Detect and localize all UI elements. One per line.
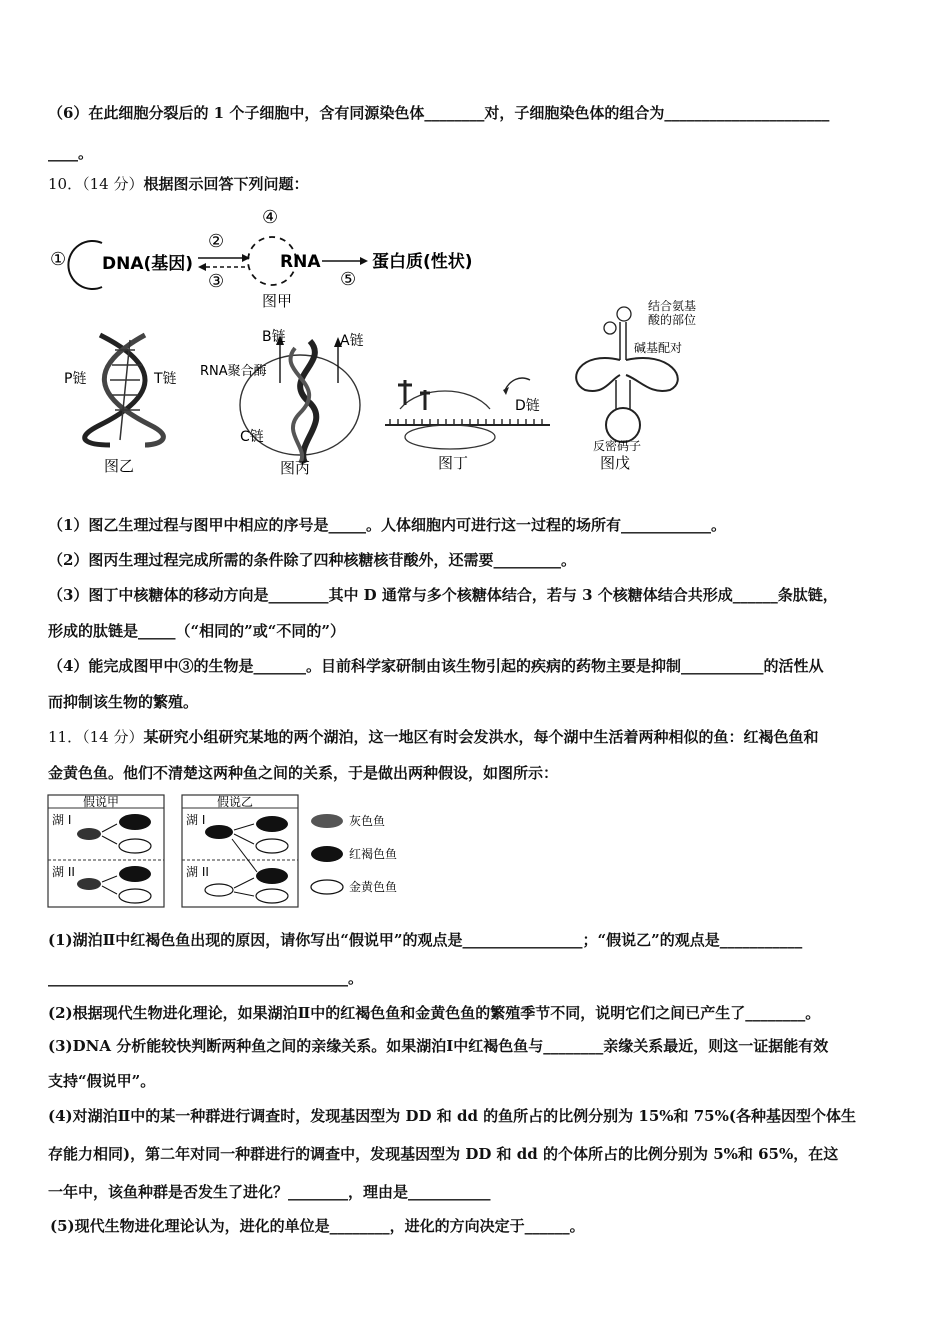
hyp-a-lake2-label: 湖 II (52, 865, 75, 879)
q10-part1: （1）图乙生理过程与图甲中相应的序号是_____。人体细胞内可进行这一过程的场所有____________。 (48, 516, 726, 534)
q9-part6-line2: ____。 (48, 144, 94, 162)
mark-2: ② (208, 231, 225, 252)
legend-red-brown-fish-icon (311, 846, 343, 862)
q9-part6-line1: （6）在此细胞分裂后的 1 个子细胞中，含有同源染色体________对，子细胞染色体的组合为______________________ (48, 104, 830, 122)
replication-loop (68, 241, 102, 289)
t-strand-label: T链 (154, 371, 177, 387)
p-strand (85, 335, 145, 445)
c-strand-label: C链 (240, 429, 264, 445)
q11-number: 11．（14 分） (48, 728, 144, 746)
q11-header (48, 727, 818, 747)
t-strand (104, 335, 163, 445)
legend-gray-fish-icon (311, 814, 343, 828)
q11-part5: (5)现代生物进化理论认为，进化的单位是________，进化的方向决定于______。 (50, 1217, 585, 1235)
anticodon-label: 反密码子 (593, 439, 642, 453)
b-strand-label: B链 (262, 329, 286, 345)
figure-yi (50, 325, 220, 475)
caption-ding: 图丁 (438, 454, 469, 472)
hyp-a-lake1-label: 湖 I (52, 813, 72, 827)
q11-part1-line2: ________________________________________。 (48, 969, 364, 987)
figure-wu (560, 300, 720, 475)
q11-part3-line2: 支持“假说甲”。 (48, 1072, 156, 1090)
ribosome-large-subunit (400, 391, 490, 409)
ribosome-small-subunit (405, 425, 495, 449)
q11-part3-line1: (3)DNA 分析能较快判断两种鱼之间的亲缘关系。如果湖泊Ⅰ中红褐色鱼与________亲缘关系最近，则这一证据能有效 (48, 1037, 829, 1055)
q10-part4-line2: 而抑制该生物的繁殖。 (48, 693, 199, 711)
caption-bing: 图丙 (280, 459, 311, 477)
red-brown-fish-icon (205, 825, 233, 839)
aa-site-label-2: 酸的部位 (648, 313, 697, 327)
figure-ding (380, 365, 560, 475)
mark-5: ⑤ (340, 269, 357, 290)
q11-part4-line1: (4)对湖泊Ⅱ中的某一种群进行调查时，发现基因型为 DD 和 dd 的鱼所占的比例分别为 15%和 75%(各种基因型个体生 (48, 1107, 856, 1125)
q11-part4-line3: 一年中，该鱼种群是否发生了进化？________，理由是___________ (48, 1183, 491, 1201)
figure-jia (40, 205, 500, 315)
figure-bing (200, 323, 380, 478)
a-strand-label: A链 (340, 333, 364, 349)
q10-part4-line1: （4）能完成图甲中③的生物是_______。目前科学家研制由该生物引起的疾病的药物主要是抑制___________的活性从 (48, 657, 824, 675)
caption-yi: 图乙 (104, 457, 135, 475)
red-brown-fish-icon (256, 868, 288, 884)
rna-label: RNA (280, 252, 321, 272)
legend-red-brown-fish-label: 红褐色鱼 (349, 847, 398, 861)
legend-golden-fish-icon (311, 880, 343, 894)
q10-part3-line2: 形成的肽链是_____（“相同的”或“不同的”） (48, 622, 346, 640)
legend-gray-fish-label: 灰色鱼 (349, 814, 386, 828)
q11-part2: (2)根据现代生物进化理论，如果湖泊Ⅱ中的红褐色鱼和金黄色鱼的繁殖季节不同，说明它们之间已产生了________。 (48, 1004, 821, 1022)
hypothesis-a-title: 假说甲 (83, 795, 120, 809)
q10-part2: （2）图丙生理过程完成所需的条件除了四种核糖核苷酸外，还需要_________。 (48, 551, 576, 569)
hypothesis-b-title: 假说乙 (217, 795, 254, 809)
q10-number: 10．（14 分） (48, 175, 144, 193)
d-strand-label: D链 (515, 398, 540, 414)
legend-golden-fish-label: 金黄色鱼 (349, 880, 398, 894)
red-brown-fish-icon (119, 814, 151, 830)
p-strand-label: P链 (64, 371, 87, 387)
q10-part3-line1: （3）图丁中核糖体的移动方向是________其中 D 通常与多个核糖体结合，若与 3 个核糖体结合共形成______条肽链， (48, 586, 838, 604)
gray-fish-icon (77, 878, 101, 890)
red-brown-fish-icon (256, 816, 288, 832)
mark-4: ④ (262, 207, 279, 228)
base-pair-label: 碱基配对 (634, 341, 683, 355)
q10-stem: 根据图示回答下列问题： (143, 175, 309, 193)
gray-fish-icon (77, 828, 101, 840)
q11-part1-line1: (1)湖泊Ⅱ中红褐色鱼出现的原因，请你写出“假说甲”的观点是________________；“假说乙”的观点是___________ (48, 931, 803, 949)
hyp-b-lake1-label: 湖 I (186, 813, 206, 827)
anticodon-loop (606, 408, 640, 442)
caption-wu: 图戊 (600, 454, 631, 472)
mark-1: ① (50, 249, 67, 270)
hyp-b-lake2-label: 湖 II (186, 865, 209, 879)
dna-label: DNA(基因) (102, 254, 194, 274)
protein-label: 蛋白质(性状) (372, 252, 473, 272)
caption-jia: 图甲 (262, 292, 293, 310)
mark-3: ③ (208, 271, 225, 292)
q11-stem-line1: 某研究小组研究某地的两个湖泊，这一地区有时会发洪水，每个湖中生活着两种相似的鱼：红褐色鱼和 (143, 728, 819, 746)
rna-polymerase-label: RNA聚合酶 (200, 364, 267, 379)
aa-site-label-1: 结合氨基 (648, 300, 697, 313)
q11-part4-line2: 存能力相同)，第二年对同一种群进行的调查中，发现基因型为 DD 和 dd 的个体所占的比例分别为 5%和 65%，在这 (48, 1145, 839, 1163)
q10-header (48, 174, 308, 194)
red-brown-fish-icon (119, 866, 151, 882)
hypothesis-figure (47, 794, 427, 909)
q11-stem-line2: 金黄色鱼。他们不清楚这两种鱼之间的关系，于是做出两种假设，如图所示： (48, 764, 559, 782)
